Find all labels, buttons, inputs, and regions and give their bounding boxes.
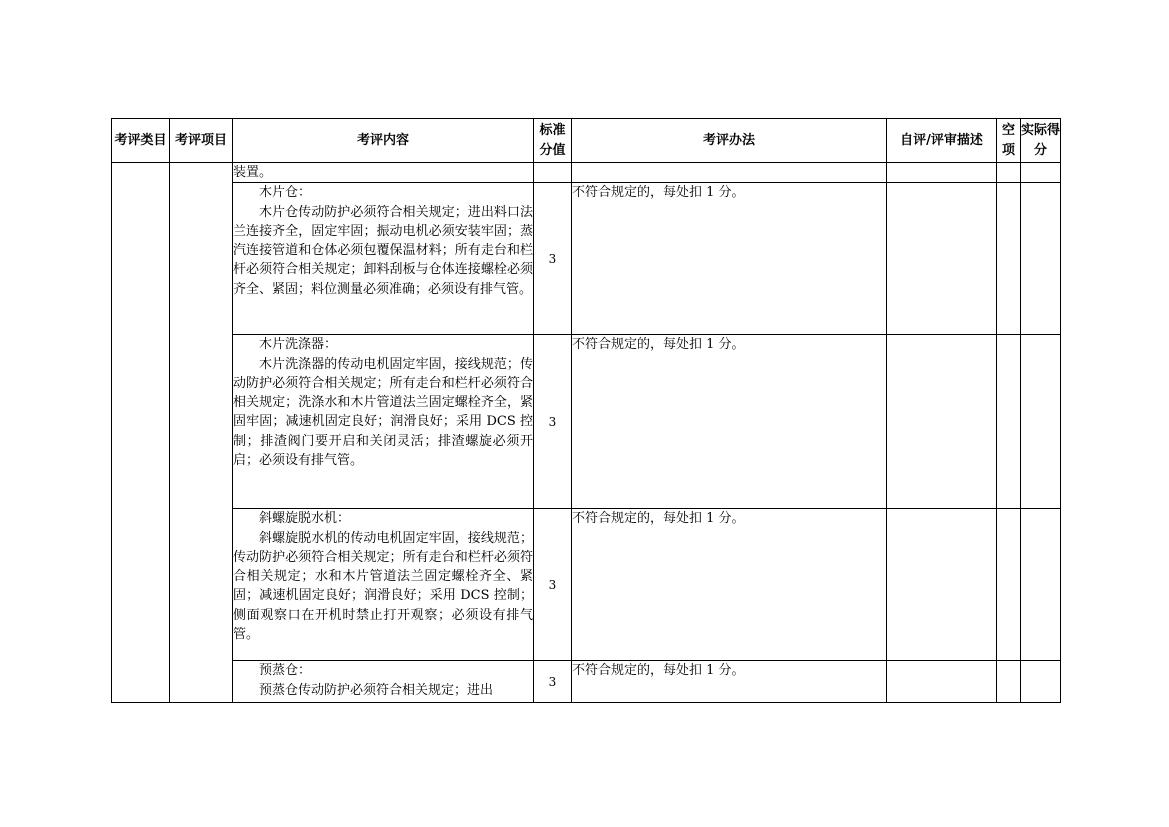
content-body: 木片洗涤器的传动电机固定牢固，接线规范；传动防护必须符合相关规定；所有走台和栏杆必须符合相关规定；洗涤水和木片管道法兰固定螺栓齐全，紧固牢固；减速机固定良好；润滑良好；采用 DCS 控制；排渣阀门要开启和关闭灵活；排渣螺旋必须开启；必须设有排气管。 — [233, 356, 533, 469]
table-row — [112, 163, 1061, 183]
score-cell — [534, 163, 572, 183]
content-body: 预蒸仓传动防护必须符合相关规定；进出 — [259, 682, 494, 698]
header-row — [112, 119, 1061, 163]
category-cell — [112, 163, 170, 703]
header-actual-score: 实际得分 — [1021, 119, 1061, 163]
table-row — [112, 183, 1061, 335]
actual-score-cell — [1021, 335, 1061, 509]
table-row — [112, 661, 1061, 703]
score-cell: 3 — [534, 335, 572, 509]
self-review-cell — [887, 163, 997, 183]
blank-cell — [997, 163, 1021, 183]
content-cell — [233, 183, 534, 335]
header-content: 考评内容 — [233, 119, 534, 163]
actual-score-cell — [1021, 661, 1061, 703]
content-body: 装置。 — [233, 165, 273, 180]
evaluation-table — [111, 118, 1061, 703]
actual-score-cell — [1021, 509, 1061, 661]
method-cell — [572, 163, 887, 183]
content-body: 斜螺旋脱水机的传动电机固定牢固，接线规范；传动防护必须符合相关规定；所有走台和栏杆必须符合相关规定；水和木片管道法兰固定螺栓齐全、紧固；减速机固定良好；润滑良好；采用 DCS 控制；侧面观察口在开机时禁止打开观察；必须设有排气管。 — [233, 530, 533, 643]
blank-cell — [997, 183, 1021, 335]
content-title: 斜螺旋脱水机： — [259, 511, 351, 527]
score-cell: 3 — [534, 509, 572, 661]
header-item: 考评项目 — [170, 119, 233, 163]
header-self-review: 自评/评审描述 — [887, 119, 997, 163]
method-cell: 不符合规定的，每处扣 1 分。 — [572, 509, 887, 661]
header-standard-score: 标准分值 — [534, 119, 572, 163]
content-cell — [233, 163, 534, 183]
header-method: 考评办法 — [572, 119, 887, 163]
method-cell: 不符合规定的，每处扣 1 分。 — [572, 183, 887, 335]
self-review-cell — [887, 335, 997, 509]
header-blank: 空项 — [997, 119, 1021, 163]
content-title: 预蒸仓： — [259, 663, 312, 679]
header-category: 考评类目 — [112, 119, 170, 163]
content-title: 木片洗涤器： — [259, 337, 338, 353]
content-cell — [233, 509, 534, 661]
content-cell — [233, 661, 534, 703]
content-body: 木片仓传动防护必须符合相关规定；进出料口法兰连接齐全，固定牢固；振动电机必须安装牢固；蒸汽连接管道和仓体必须包覆保温材料；所有走台和栏杆必须符合相关规定；卸料刮板与仓体连接螺栓必须齐全、紧固；料位测量必须准确；必须设有排气管。 — [233, 204, 533, 297]
actual-score-cell — [1021, 183, 1061, 335]
table-row — [112, 335, 1061, 509]
method-cell: 不符合规定的，每处扣 1 分。 — [572, 661, 887, 703]
self-review-cell — [887, 183, 997, 335]
table-row — [112, 509, 1061, 661]
score-cell: 3 — [534, 661, 572, 703]
self-review-cell — [887, 509, 997, 661]
method-cell: 不符合规定的，每处扣 1 分。 — [572, 335, 887, 509]
self-review-cell — [887, 661, 997, 703]
content-title: 木片仓： — [259, 185, 312, 201]
blank-cell — [997, 335, 1021, 509]
score-cell: 3 — [534, 183, 572, 335]
blank-cell — [997, 509, 1021, 661]
blank-cell — [997, 661, 1021, 703]
content-cell — [233, 335, 534, 509]
item-cell — [170, 163, 233, 703]
actual-score-cell — [1021, 163, 1061, 183]
